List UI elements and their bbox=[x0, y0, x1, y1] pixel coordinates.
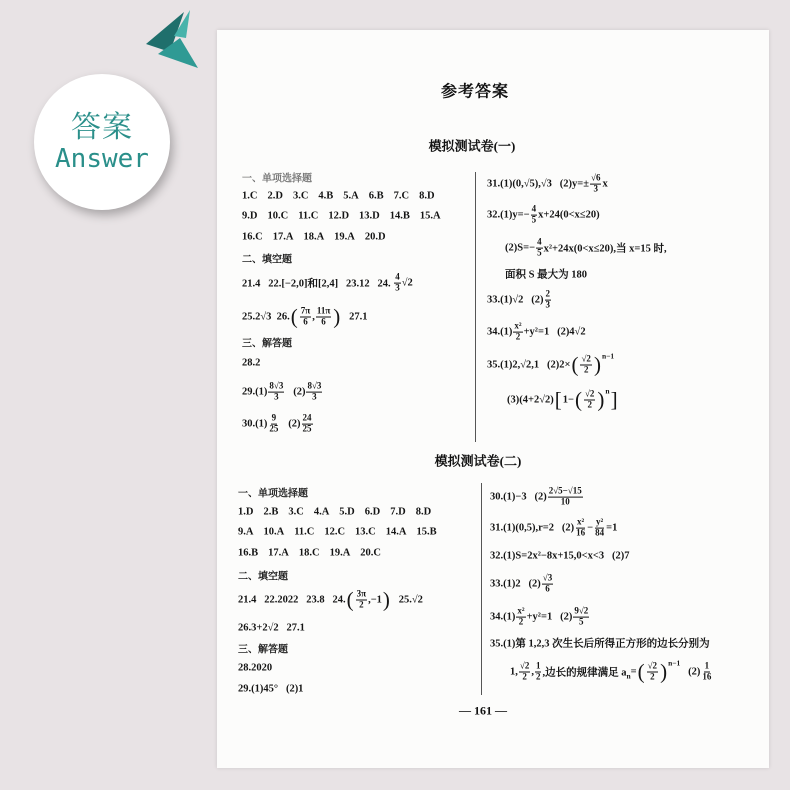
fraction-denominator: 2 bbox=[650, 671, 655, 682]
choice-answers-row bbox=[238, 548, 381, 559]
section-heading bbox=[242, 170, 312, 185]
answer-text: 20.C bbox=[360, 547, 382, 559]
answer-text: 28.2020 bbox=[238, 662, 273, 674]
answer-text: 1.C bbox=[242, 190, 258, 202]
column-divider bbox=[475, 172, 476, 442]
fraction-denominator: 6 bbox=[545, 583, 550, 594]
fraction-denominator: 3 bbox=[395, 282, 400, 293]
fraction-denominator: 3 bbox=[593, 183, 598, 194]
fraction bbox=[701, 662, 712, 683]
fraction bbox=[575, 518, 586, 539]
section-heading bbox=[242, 251, 292, 266]
answer-text: 二、填空题 bbox=[242, 254, 292, 266]
column-divider bbox=[481, 483, 482, 695]
answer-text: 面积 S 最大为 180 bbox=[505, 269, 587, 281]
answer-text: x+24(0<x≤20) bbox=[538, 209, 600, 221]
fraction bbox=[300, 307, 311, 328]
answer-text: 一、单项选择题 bbox=[238, 488, 308, 500]
fraction-numerator: 11π bbox=[316, 305, 331, 316]
answer-text: 18.A bbox=[303, 231, 325, 243]
answer-text: ,边长的规律满足 a bbox=[542, 667, 627, 679]
fraction bbox=[531, 205, 538, 226]
answer-text: , bbox=[531, 666, 534, 678]
fraction-numerator: 2 bbox=[545, 288, 550, 299]
answer-text: 29.(1) bbox=[242, 386, 268, 398]
fraction-numerator: √2 bbox=[581, 353, 591, 364]
bracket: ( bbox=[571, 352, 579, 377]
choice-answers-row bbox=[238, 527, 437, 538]
fraction bbox=[535, 662, 542, 683]
answer-text: =1 bbox=[606, 522, 618, 534]
answer-text: 6.D bbox=[364, 506, 381, 518]
answer-line bbox=[242, 304, 368, 329]
bracket: [ bbox=[554, 387, 562, 412]
superscript: n−1 bbox=[668, 658, 681, 668]
fraction-numerator: x² bbox=[517, 605, 525, 616]
fraction-denominator: 2 bbox=[518, 616, 524, 627]
answer-badge bbox=[34, 74, 170, 210]
answer-text: 11.C bbox=[294, 526, 315, 538]
answer-line bbox=[490, 607, 590, 628]
answer-text: 1, bbox=[510, 666, 518, 678]
answer-text: 26.3+2√2 27.1 bbox=[238, 622, 305, 634]
fraction-denominator: 5 bbox=[531, 214, 537, 225]
fraction bbox=[356, 590, 367, 611]
fraction-denominator: 2 bbox=[583, 364, 589, 375]
answer-text: 15.B bbox=[416, 526, 437, 538]
answer-line bbox=[490, 551, 630, 562]
fraction-numerator: 4 bbox=[531, 203, 537, 214]
fraction-numerator: 8√3 bbox=[307, 380, 322, 391]
fraction-numerator: 4 bbox=[395, 271, 400, 282]
answer-text: 18.C bbox=[298, 547, 320, 559]
fraction bbox=[647, 662, 658, 683]
fraction-denominator: 5 bbox=[579, 616, 584, 627]
fraction-numerator: √6 bbox=[591, 172, 601, 183]
answer-text: (2) bbox=[680, 666, 701, 678]
bracket: ] bbox=[610, 387, 618, 412]
answer-line bbox=[238, 684, 303, 695]
fraction-denominator: 16 bbox=[576, 527, 586, 538]
page-title: 参考答案 bbox=[440, 83, 510, 101]
answer-text: 11.C bbox=[298, 210, 319, 222]
fraction-numerator: 4 bbox=[537, 236, 542, 247]
answer-line bbox=[238, 663, 272, 674]
answer-text: 1.D bbox=[238, 506, 254, 518]
choice-answers-row bbox=[242, 191, 435, 202]
answer-text: (2) bbox=[280, 418, 301, 430]
answer-text: 三、解答题 bbox=[238, 644, 288, 656]
fraction-denominator: 2 bbox=[359, 599, 364, 610]
answer-text: 21.4 22.[−2,0]和[2,4] 23.12 24. bbox=[242, 278, 394, 290]
bracket: ) bbox=[597, 387, 605, 412]
answer-text: 21.4 22.2022 23.8 24. bbox=[238, 594, 346, 606]
fraction-numerator: 1 bbox=[704, 660, 710, 671]
answer-text: 17.A bbox=[268, 547, 289, 559]
fraction-numerator: x² bbox=[514, 320, 522, 331]
answer-text: 5.D bbox=[339, 506, 355, 518]
answer-text: x bbox=[602, 178, 608, 190]
answer-text: 25.√2 bbox=[390, 594, 423, 606]
fraction-numerator: 3π bbox=[356, 588, 367, 599]
answer-text: 17.A bbox=[272, 231, 294, 243]
fraction-denominator: 6 bbox=[321, 316, 326, 327]
fraction-numerator: 24 bbox=[302, 412, 312, 423]
fraction-denominator: 25 bbox=[302, 423, 312, 434]
section-heading bbox=[242, 335, 292, 350]
answer-line bbox=[242, 414, 314, 435]
choice-answers-row bbox=[238, 507, 431, 518]
answer-line bbox=[238, 587, 423, 612]
fraction-numerator: 9 bbox=[271, 412, 277, 423]
answer-line bbox=[238, 623, 305, 634]
fraction-numerator: √3 bbox=[542, 572, 553, 583]
answer-text: 2.D bbox=[267, 190, 283, 202]
bracket: ) bbox=[660, 659, 668, 684]
fraction-numerator: 8√3 bbox=[269, 380, 284, 391]
fraction-denominator: 2 bbox=[535, 671, 541, 682]
answer-text: 二、填空题 bbox=[238, 571, 288, 583]
decorative-triangles bbox=[140, 8, 204, 74]
bracket: ( bbox=[290, 304, 298, 329]
answer-text: 10.C bbox=[267, 210, 289, 222]
answer-text: 25.2√3 26. bbox=[242, 311, 290, 323]
choice-answers-row bbox=[242, 232, 386, 243]
badge-chinese-label: 答案 bbox=[71, 110, 133, 145]
answer-text: (3)(4+2√2) bbox=[507, 394, 554, 406]
answer-text: 三、解答题 bbox=[242, 338, 292, 350]
answer-text: 3.C bbox=[288, 506, 304, 518]
answer-text: 35.(1)2,√2,1 (2)2× bbox=[487, 359, 571, 371]
answer-text: 33.(1)2 (2) bbox=[490, 578, 541, 590]
fraction bbox=[306, 382, 322, 403]
answer-text: 12.D bbox=[328, 210, 350, 222]
answer-line bbox=[487, 290, 552, 311]
fraction bbox=[542, 574, 553, 595]
answer-text: 19.A bbox=[329, 547, 351, 559]
answer-text: ,−1 bbox=[368, 594, 382, 606]
answer-text: = bbox=[630, 666, 637, 678]
answer-line bbox=[490, 487, 584, 508]
fraction-denominator: 2 bbox=[515, 331, 521, 342]
answer-line bbox=[490, 574, 554, 595]
answer-text: 12.C bbox=[324, 526, 346, 538]
fraction-denominator: 6 bbox=[303, 316, 308, 327]
page-number: — 161 — bbox=[459, 703, 507, 718]
subscript: n bbox=[626, 671, 631, 681]
answer-text: 31.(1)(0,5),r=2 (2) bbox=[490, 522, 575, 534]
answer-text: 34.(1) bbox=[490, 611, 516, 623]
fraction bbox=[513, 322, 522, 343]
answer-text: 13.D bbox=[359, 210, 380, 222]
answer-text: 30.(1) bbox=[242, 418, 268, 430]
answer-text: 16.C bbox=[242, 231, 263, 243]
answer-text: 13.C bbox=[355, 526, 376, 538]
fraction-denominator: 3 bbox=[274, 391, 279, 402]
fraction bbox=[519, 662, 530, 683]
fraction bbox=[590, 174, 601, 195]
fraction bbox=[536, 238, 543, 259]
fraction bbox=[594, 518, 605, 539]
answer-text: 7.C bbox=[393, 190, 410, 202]
fraction-denominator: 10 bbox=[560, 496, 570, 507]
fraction bbox=[268, 414, 279, 435]
bracket: ( bbox=[346, 587, 354, 612]
fraction-numerator: 7π bbox=[300, 305, 311, 316]
fraction bbox=[584, 390, 595, 411]
answer-text: 15.A bbox=[419, 210, 441, 222]
fraction-numerator: 1 bbox=[535, 660, 541, 671]
fraction-denominator: 3 bbox=[545, 299, 550, 310]
answer-line bbox=[505, 267, 587, 282]
answer-text: 6.B bbox=[368, 190, 384, 202]
badge-english-label: Answer bbox=[55, 144, 149, 174]
exam1-title: 模拟测试卷(一) bbox=[428, 138, 516, 154]
answer-text: 5.A bbox=[343, 190, 359, 202]
fraction-numerator: 9√2 bbox=[574, 605, 589, 616]
answer-line bbox=[487, 174, 608, 195]
answer-line bbox=[487, 322, 586, 343]
answer-line bbox=[242, 273, 413, 294]
answer-text: x²+24x(0<x≤20),当 x=15 时, bbox=[543, 243, 667, 255]
fraction-numerator: 2√5−√15 bbox=[548, 485, 582, 496]
answer-line bbox=[487, 205, 600, 226]
fraction bbox=[516, 607, 525, 628]
answer-text: 33.(1)√2 (2) bbox=[487, 294, 544, 306]
fraction-numerator: √2 bbox=[647, 660, 658, 671]
fraction bbox=[394, 273, 401, 294]
answer-text: 28.2 bbox=[242, 357, 261, 369]
answer-text: 16.B bbox=[238, 547, 259, 559]
fraction bbox=[548, 487, 583, 508]
answer-text: 4.A bbox=[313, 506, 330, 518]
answer-text: 35.(1)第 1,2,3 次生长后所得正方形的边长分别为 bbox=[490, 638, 710, 650]
fraction-denominator: 2 bbox=[522, 671, 527, 682]
bracket: ) bbox=[333, 304, 341, 329]
answer-text: √2 bbox=[401, 277, 413, 289]
answer-text: 14.B bbox=[389, 210, 410, 222]
fraction-numerator: x² bbox=[577, 516, 585, 527]
section-heading bbox=[238, 485, 308, 500]
fraction-numerator: √2 bbox=[584, 388, 595, 399]
bracket: ) bbox=[593, 352, 601, 377]
answer-line bbox=[487, 351, 615, 377]
answer-line bbox=[490, 636, 710, 651]
exam2-title: 模拟测试卷(二) bbox=[434, 453, 522, 469]
fraction bbox=[545, 290, 552, 311]
fraction bbox=[573, 607, 589, 628]
answer-text: +y²=1 (2)4√2 bbox=[523, 326, 586, 338]
answer-text: (2)S=− bbox=[505, 242, 536, 254]
bracket: ( bbox=[574, 387, 582, 412]
answer-line bbox=[490, 518, 617, 539]
answer-text: 32.(1)y=− bbox=[487, 209, 530, 221]
answer-text: 8.D bbox=[419, 190, 435, 202]
answer-text: 31.(1)(0,√5),√3 (2)y=± bbox=[487, 178, 590, 190]
answer-line bbox=[242, 358, 260, 369]
answer-text: 32.(1)S=2x²−8x+15,0<x<3 (2)7 bbox=[490, 550, 630, 562]
answer-text: 4.B bbox=[318, 190, 334, 202]
fraction-denominator: 16 bbox=[702, 671, 712, 682]
answer-text: − bbox=[587, 522, 594, 534]
answer-text: 9.A bbox=[238, 526, 254, 538]
answer-text: 1− bbox=[562, 394, 574, 406]
answer-line bbox=[505, 238, 667, 259]
fraction-denominator: 25 bbox=[269, 423, 279, 434]
answer-text: 19.A bbox=[334, 231, 355, 243]
answer-text: 7.D bbox=[390, 506, 406, 518]
bracket: ( bbox=[637, 659, 645, 684]
superscript: n bbox=[605, 386, 610, 396]
fraction-denominator: 84 bbox=[595, 527, 605, 538]
answer-text: 30.(1)−3 (2) bbox=[490, 491, 547, 503]
fraction bbox=[268, 382, 284, 403]
answer-text: , bbox=[312, 311, 315, 323]
fraction-numerator: √2 bbox=[519, 660, 530, 671]
answer-text: (2) bbox=[285, 386, 306, 398]
answer-text: 一、单项选择题 bbox=[242, 173, 312, 185]
fraction-numerator: y² bbox=[596, 516, 604, 527]
answer-text: 14.A bbox=[385, 526, 407, 538]
fraction bbox=[316, 307, 331, 328]
answer-text: 3.C bbox=[292, 190, 309, 202]
fraction-denominator: 2 bbox=[587, 399, 592, 410]
answer-line bbox=[510, 658, 713, 684]
answer-text: 8.D bbox=[415, 506, 432, 518]
answer-text: 29.(1)45° (2)1 bbox=[238, 683, 304, 695]
answer-text: 27.1 bbox=[341, 311, 368, 323]
answer-line bbox=[507, 386, 619, 412]
answer-text: 34.(1) bbox=[487, 326, 513, 338]
answer-text: 2.B bbox=[263, 506, 279, 518]
fraction bbox=[580, 355, 591, 376]
superscript: n−1 bbox=[601, 351, 615, 361]
answer-text: 10.A bbox=[263, 526, 285, 538]
bracket: ) bbox=[382, 587, 390, 612]
section-heading bbox=[238, 568, 288, 583]
section-heading bbox=[238, 641, 288, 656]
answer-text: 20.D bbox=[364, 231, 386, 243]
fraction bbox=[302, 414, 313, 435]
answer-text: 9.D bbox=[242, 210, 258, 222]
answer-line bbox=[242, 382, 323, 403]
answer-text: +y²=1 (2) bbox=[526, 611, 573, 623]
choice-answers-row bbox=[242, 211, 441, 222]
fraction-denominator: 5 bbox=[537, 247, 542, 258]
fraction-denominator: 3 bbox=[312, 391, 317, 402]
